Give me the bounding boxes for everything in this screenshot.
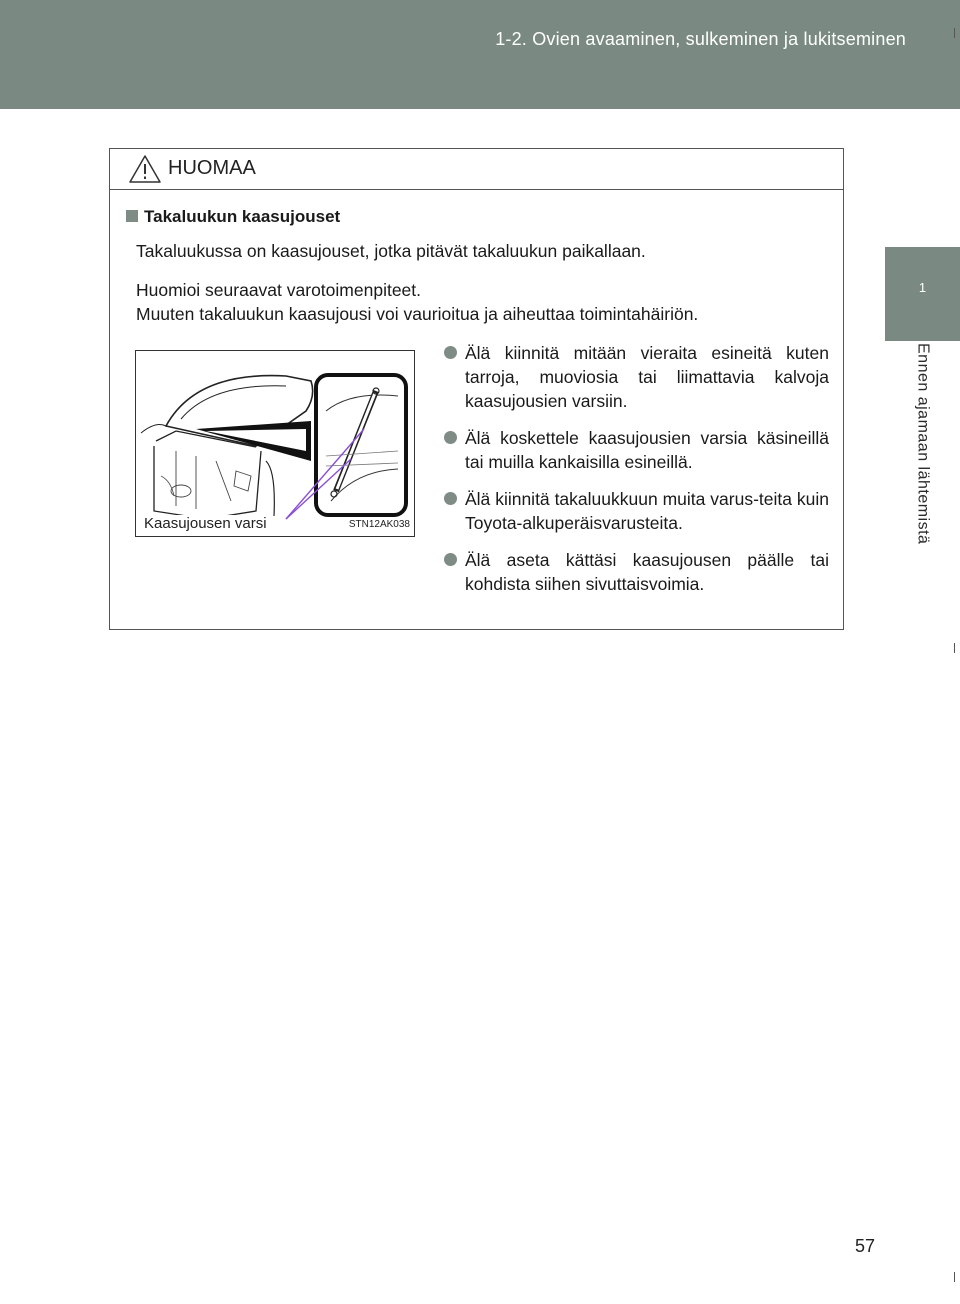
warning-triangle-icon xyxy=(128,154,162,184)
bullet-dot-icon xyxy=(444,431,457,444)
list-item xyxy=(443,487,829,535)
chapter-number: 1 xyxy=(918,280,927,295)
figure-code: STN12AK038 xyxy=(348,519,410,530)
bullet-dot-icon xyxy=(444,553,457,566)
square-bullet-icon xyxy=(126,210,138,222)
caution-header xyxy=(110,149,843,190)
paragraph: Huomioi seuraavat varotoimenpiteet. xyxy=(136,280,422,300)
list-item-text: Älä koskettele kaasujousien varsia käsineillä tai muilla kankaisilla esineillä. xyxy=(465,428,829,472)
list-item-text: Älä aseta kättäsi kaasujousen päälle tai kohdista siihen sivuttaisvoimia. xyxy=(465,550,829,594)
paragraph: Muuten takaluukun kaasujousi voi vaurioitua ja aiheuttaa toimintahäiriön. xyxy=(136,304,699,324)
section-heading-text: Takaluukun kaasujouset xyxy=(144,207,341,226)
section-heading xyxy=(126,207,340,227)
bullet-dot-icon xyxy=(444,492,457,505)
page-number: 57 xyxy=(855,1236,876,1256)
section-title: 1-2. Ovien avaaminen, sulkeminen ja lukitseminen xyxy=(495,29,906,49)
figure-caption: Kaasujousen varsi xyxy=(144,515,267,532)
list-item xyxy=(443,341,829,413)
list-item-text: Älä kiinnitä mitään vieraita esineitä kuten tarroja, muoviosia tai liimattavia kalvoja kaasujousien varsiin. xyxy=(465,343,829,411)
crop-mark xyxy=(954,28,955,38)
gas-strut-illustration xyxy=(135,350,415,537)
chapter-label: Ennen ajamaan lähtemistä xyxy=(914,343,932,545)
caution-box xyxy=(109,148,844,630)
header-bar xyxy=(0,0,960,109)
paragraph: Takaluukussa on kaasujouset, jotka pitävät takaluukun paikallaan. xyxy=(136,241,646,261)
chapter-tab xyxy=(885,247,960,341)
chapter-tab-label xyxy=(885,343,960,591)
list-item xyxy=(443,548,829,596)
car-tailgate-drawing xyxy=(136,351,414,536)
list-item xyxy=(443,426,829,474)
crop-mark xyxy=(954,1272,955,1282)
list-item-text: Älä kiinnitä takaluukkuun muita varus-teita kuin Toyota-alkuperäisvarusteita. xyxy=(465,489,829,533)
bullet-dot-icon xyxy=(444,346,457,359)
precaution-list xyxy=(443,341,829,609)
crop-mark xyxy=(954,643,955,653)
caution-title: HUOMAA xyxy=(168,157,256,179)
